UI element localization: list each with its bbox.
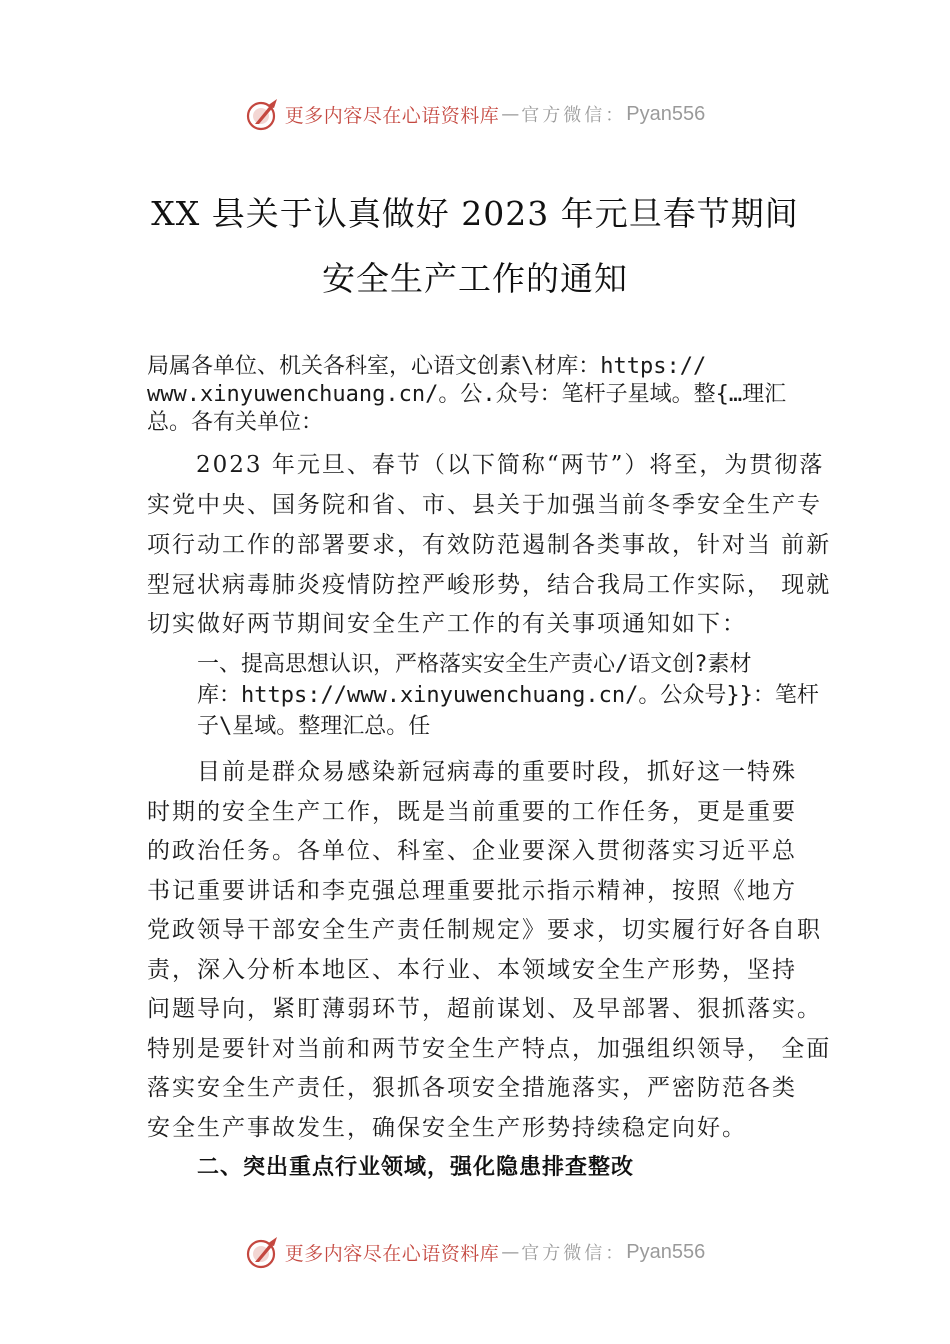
separator-dash: — xyxy=(501,103,520,125)
section1-heading-line: 一、提高思想认识，严格落实安全生产责心/语文创?素材 xyxy=(197,652,752,677)
separator-dash: — xyxy=(501,1241,520,1263)
document-title-line-1: XX 县关于认真做好 2023 年元旦春节期间 xyxy=(151,194,799,233)
wechat-label: 官方微信： xyxy=(521,105,627,126)
intro-line: 切实做好两节期间安全生产工作的有关事项通知如下： xyxy=(147,611,747,637)
intro-line: 项行动工作的部署要求，有效防范遏制各类事故，针对当 前新 xyxy=(147,532,832,558)
document-title-line-2: 安全生产工作的通知 xyxy=(322,259,628,298)
quill-logo-icon xyxy=(245,96,281,132)
intro-line: 型冠状病毒肺炎疫情防控严峻形势，结合我局工作实际， 现就 xyxy=(147,572,832,598)
section2-heading: 二、突出重点行业领域，强化隐患排查整改 xyxy=(197,1155,635,1180)
section1-body-line: 安全生产事故发生，确保安全生产形势持续稳定向好。 xyxy=(147,1115,747,1141)
section1-body-line: 特别是要针对当前和两节安全生产特点，加强组织领导， 全面 xyxy=(147,1036,832,1062)
section1-body-line: 问题导向，紧盯薄弱环节，超前谋划、及早部署、狠抓落实。 xyxy=(147,996,822,1022)
promo-text: 更多内容尽在心语资料库 xyxy=(284,1242,500,1265)
intro-line: 2023 年元旦、春节（以下简称“两节”）将至，为贯彻落 xyxy=(196,452,825,478)
salutation-line: 局属各单位、机关各科室，心语文创素\材库：https:// xyxy=(147,354,707,379)
salutation-line: www.xinyuwenchuang.cn/。公.众号：笔杆子星域。整{…理汇 xyxy=(147,382,787,407)
salutation-line: 总。各有关单位： xyxy=(147,410,324,435)
section1-body-line: 落实安全生产责任，狠抓各项安全措施落实，严密防范各类 xyxy=(147,1075,797,1101)
section1-body-line: 责，深入分析本地区、本行业、本领域安全生产形势，坚持 xyxy=(147,957,797,983)
section1-body-line: 书记重要讲话和李克强总理重要批示指示精神，按照《地方 xyxy=(147,878,797,904)
quill-logo-icon xyxy=(245,1234,281,1270)
header-banner xyxy=(0,94,950,134)
promo-text: 更多内容尽在心语资料库 xyxy=(284,104,500,127)
wechat-id: Pyan556 xyxy=(626,1240,706,1263)
section1-heading-line: 子\星域。整理汇总。任 xyxy=(197,714,431,739)
section1-body-line: 时期的安全生产工作，既是当前重要的工作任务，更是重要 xyxy=(147,799,797,825)
section1-body-line: 党政领导干部安全生产责任制规定》要求，切实履行好各自职 xyxy=(147,917,822,943)
wechat-label: 官方微信： xyxy=(521,1243,627,1264)
section1-heading-line: 库：https://www.xinyuwenchuang.cn/。公众号}}：笔杆 xyxy=(197,683,819,708)
section1-body-line: 的政治任务。各单位、科室、企业要深入贯彻落实习近平总 xyxy=(147,838,797,864)
wechat-id: Pyan556 xyxy=(626,102,706,125)
section1-body-line: 目前是群众易感染新冠病毒的重要时段，抓好这一特殊 xyxy=(197,759,797,785)
intro-line: 实党中央、国务院和省、市、县关于加强当前冬季安全生产专 xyxy=(147,492,822,518)
footer-banner xyxy=(0,1232,950,1272)
